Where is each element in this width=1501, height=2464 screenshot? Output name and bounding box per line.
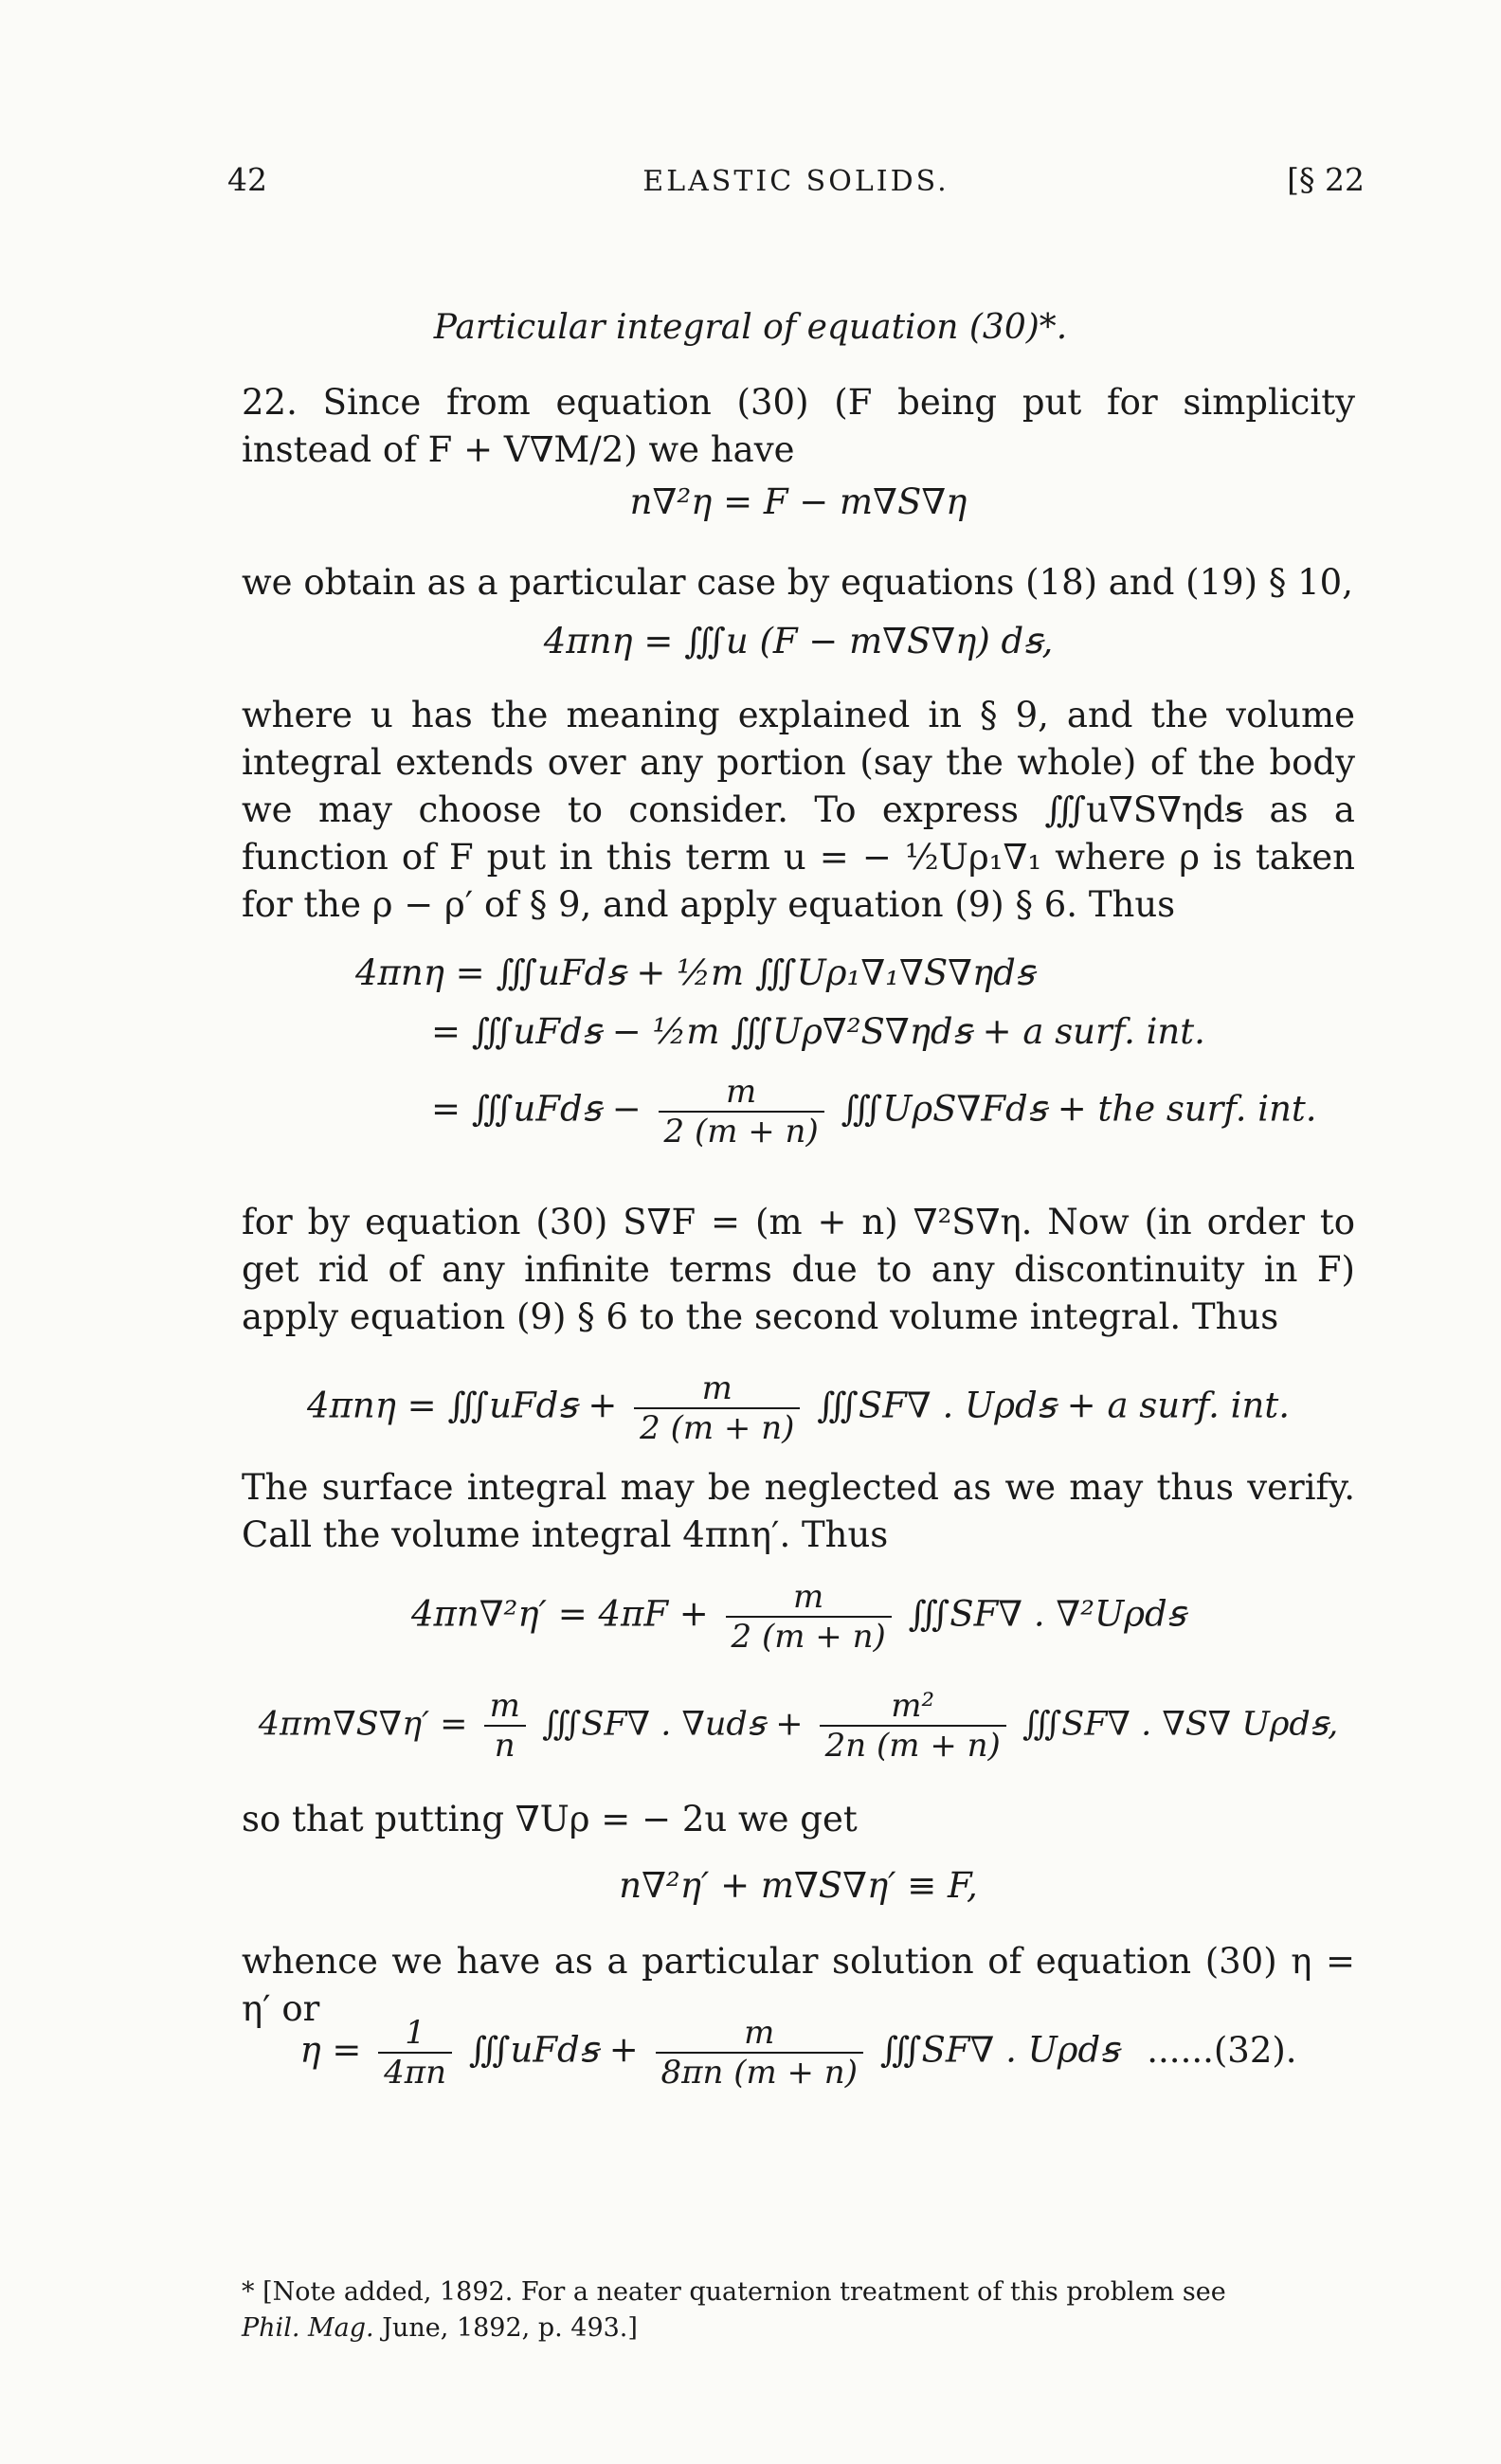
eq5-left: = ∭uFdꞩ − (431, 1088, 642, 1130)
paragraph-3: where u has the meaning explained in § 9, and the volume integral extends over any portion (say the whole) of the body we may choose to consider. To express ∭u∇S∇ηdꞩ as a function of F put in this term u = − ½Uρ₁∇₁ where ρ is taken for the ρ − ρ′ of § 9, and apply equation (9) § 6. Thus (242, 695, 1355, 925)
eq5-right: ∭UρS∇Fdꞩ + the surf. int. (841, 1088, 1317, 1130)
eq10-numerator-2: m (656, 2014, 863, 2054)
paragraph-7: whence we have as a particular solution of equation (30) η = η′ or (242, 1941, 1355, 2029)
eq6-numerator: m (634, 1369, 800, 1409)
eq7-fraction (726, 1578, 892, 1656)
paragraph-1: 22. Since from equation (30) (F being put for simplicity instead of F + V∇M/2) we have (242, 382, 1355, 470)
paragraph-2: we obtain as a particular case by equations (18) and (19) § 10, (242, 562, 1353, 603)
eq6-right: ∭SF∇ . Uρdꞩ + a surf. int. (817, 1385, 1290, 1426)
equation-7 (242, 1578, 1355, 1656)
eq8-numerator-1: m (484, 1687, 526, 1727)
eq8-fraction-1 (484, 1687, 526, 1765)
paragraph-6: so that putting ∇Uρ = − 2u we get (242, 1799, 858, 1839)
equation-4: = ∭uFdꞩ − ½m ∭Uρ∇²S∇ηdꞩ + a surf. int. (431, 1011, 1205, 1052)
eq10-middle: ∭uFdꞩ + (468, 2029, 639, 2071)
eq8-fraction-2 (820, 1687, 1006, 1765)
eq6-left: 4πnη = ∭uFdꞩ + (307, 1385, 618, 1426)
equation-10 (242, 2014, 1355, 2092)
equation-5 (431, 1073, 1379, 1150)
section-subtitle: Particular integral of equation (30)*. (433, 308, 1068, 347)
page-number: 42 (227, 161, 267, 198)
section-reference: [§ 22 (1287, 161, 1365, 198)
eq10-numerator-1: 1 (378, 2014, 452, 2054)
eq10-fraction-1 (378, 2014, 452, 2092)
paragraph-4: for by equation (30) S∇F = (m + n) ∇²S∇η. Now (in order to get rid of any infinite terms due to any discontinuity in F) apply equation (9) § 6 to the second volume integral. Thus (242, 1202, 1355, 1337)
eq8-denominator-1: n (494, 1727, 515, 1765)
equation-2: 4πnη = ∭u (F − m∇S∇η) dꞩ, (543, 621, 1054, 661)
equation-3: 4πnη = ∭uFdꞩ + ½m ∭Uρ₁∇₁∇S∇ηdꞩ (355, 952, 1035, 993)
eq7-right: ∭SF∇ . ∇²Uρdꞩ (908, 1593, 1185, 1635)
eq8-denominator-2: 2n (m + n) (824, 1727, 1001, 1765)
footnote (242, 2274, 1355, 2346)
eq8-numerator-2: m² (820, 1687, 1006, 1727)
eq10-fraction-2 (656, 2014, 863, 2092)
running-header (227, 161, 1365, 208)
footnote-line-1: * [Note added, 1892. For a neater quaternion treatment of this problem see (242, 2277, 1226, 2307)
equation-6 (242, 1369, 1355, 1447)
running-title: ELASTIC SOLIDS. (642, 165, 949, 198)
equation-9: n∇²η′ + m∇S∇η′ ≡ F, (619, 1865, 978, 1906)
equation-number: ......(32). (1147, 2029, 1297, 2071)
eq6-fraction (634, 1369, 800, 1447)
eq5-numerator: m (659, 1073, 824, 1113)
eq5-denominator: 2 (m + n) (663, 1113, 819, 1150)
eq5-fraction (659, 1073, 824, 1150)
eq7-numerator: m (726, 1578, 892, 1618)
eq10-left: η = (299, 2029, 362, 2071)
eq8-right: ∭SF∇ . ∇S∇ Uρdꞩ, (1022, 1705, 1339, 1744)
eq8-middle: ∭SF∇ . ∇udꞩ + (542, 1705, 804, 1744)
eq8-left: 4πm∇S∇η′ = (258, 1705, 468, 1744)
footnote-citation: June, 1892, p. 493.] (373, 2313, 638, 2343)
eq10-denominator-2: 8πn (m + n) (660, 2054, 858, 2092)
equation-1: n∇²η = F − m∇S∇η (629, 481, 968, 522)
eq10-right: ∭SF∇ . Uρdꞩ (879, 2029, 1119, 2071)
footnote-line-2 (242, 2310, 1355, 2346)
eq7-left: 4πn∇²η′ = 4πF + (411, 1593, 709, 1635)
eq6-denominator: 2 (m + n) (640, 1409, 795, 1447)
footnote-journal: Phil. Mag. (242, 2313, 374, 2343)
eq7-denominator: 2 (m + n) (731, 1618, 886, 1656)
equation-8 (242, 1687, 1355, 1765)
paragraph-5: The surface integral may be neglected as we may thus verify. Call the volume integral 4πnη′. Thus (242, 1467, 1355, 1555)
eq10-denominator-1: 4πn (384, 2054, 447, 2092)
